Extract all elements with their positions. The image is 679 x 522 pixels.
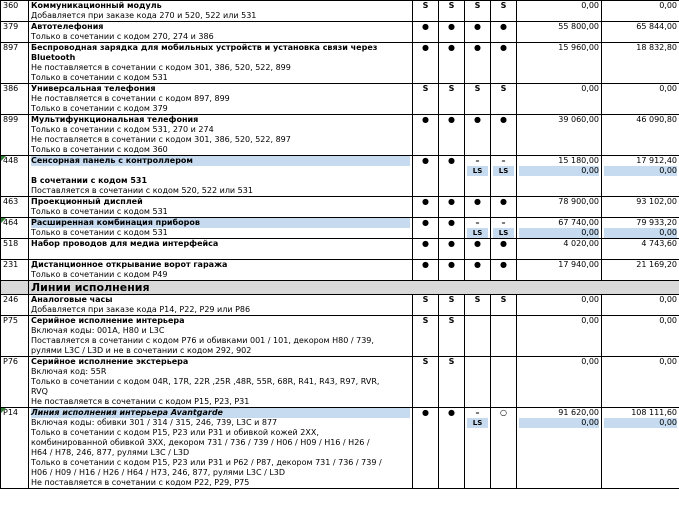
empty-mark — [467, 316, 488, 326]
option-note: RVQ — [31, 387, 48, 396]
option-code: 231 — [1, 260, 29, 281]
price-with-vat — [602, 316, 679, 357]
availability-cell — [465, 1, 491, 22]
availability-cell — [439, 84, 465, 115]
price-with-vat — [602, 156, 679, 197]
option-description — [29, 156, 413, 197]
filled-dot-icon: ● — [500, 260, 507, 269]
option-note: Только в сочетании с кодом 379 — [31, 104, 168, 113]
standard-mark: S — [500, 1, 507, 10]
price-value: 0,00 — [604, 166, 677, 176]
price-net — [517, 156, 602, 197]
price-value: 4 743,60 — [641, 239, 677, 248]
filled-dot-icon: ● — [422, 260, 429, 269]
option-note: Включая коды: обивки 301 / 314 / 315, 246, 739, L3C и 877 — [31, 418, 278, 427]
price-net — [517, 239, 602, 260]
price-with-vat — [602, 357, 679, 408]
availability-cell — [465, 357, 491, 408]
option-note: Включая коды: 001A, H80 и L3C — [31, 326, 165, 335]
price-net — [517, 22, 602, 43]
option-note: комбинированной обивкой 3XX, декором 731 / 736 / 739 / H06 / H09 / H16 / H26 / — [31, 438, 370, 447]
filled-dot-icon: ● — [474, 115, 481, 124]
option-title: Мультифункциональная телефония — [31, 115, 199, 124]
price-value: 0,00 — [604, 228, 677, 238]
option-code: 518 — [1, 239, 29, 260]
price-value: 15 180,00 — [558, 156, 599, 165]
option-title: Линия исполнения интерьера Avantgarde — [31, 408, 410, 418]
price-net — [517, 260, 602, 281]
option-code: 464 — [1, 218, 29, 239]
option-code: 899 — [1, 115, 29, 156]
price-with-vat — [602, 84, 679, 115]
option-code: 386 — [1, 84, 29, 115]
availability-cell — [491, 408, 517, 489]
availability-cell — [439, 260, 465, 281]
option-note: Не поставляется в сочетании с кодом 301, 386, 520, 522, 897 — [31, 135, 291, 144]
option-code: 448 — [1, 156, 29, 197]
option-row — [1, 295, 679, 316]
ls-mark: LS — [493, 166, 514, 176]
option-code: P14 — [1, 408, 29, 489]
availability-cell — [439, 115, 465, 156]
availability-cell — [413, 260, 439, 281]
option-note: Не поставляется в сочетании с кодом P22, P29, P75 — [31, 478, 250, 487]
dash-mark: – — [475, 156, 480, 165]
option-note: Добавляется при заказе кода 270 и 520, 522 или 531 — [31, 11, 257, 20]
price-with-vat — [602, 408, 679, 489]
availability-cell — [491, 260, 517, 281]
option-description — [29, 197, 413, 218]
option-row — [1, 260, 679, 281]
filled-dot-icon: ● — [448, 115, 455, 124]
filled-dot-icon: ● — [422, 22, 429, 31]
availability-cell — [413, 239, 439, 260]
availability-cell — [491, 197, 517, 218]
price-value: 21 169,20 — [636, 260, 677, 269]
availability-cell — [491, 156, 517, 197]
option-note — [31, 249, 410, 259]
option-code: P75 — [1, 316, 29, 357]
option-description — [29, 84, 413, 115]
availability-cell — [439, 408, 465, 489]
availability-cell — [413, 1, 439, 22]
price-value: 0,00 — [581, 357, 599, 366]
availability-cell — [491, 295, 517, 316]
price-net — [517, 1, 602, 22]
option-row — [1, 239, 679, 260]
availability-cell — [465, 43, 491, 84]
option-description — [29, 22, 413, 43]
option-code: 897 — [1, 43, 29, 84]
availability-cell — [439, 197, 465, 218]
option-note: Только в сочетании с кодом 270, 274 и 386 — [31, 32, 214, 41]
standard-mark: S — [448, 357, 455, 366]
option-title: Автотелефония — [31, 22, 104, 31]
price-value: 15 960,00 — [558, 43, 599, 52]
standard-mark: S — [500, 84, 507, 93]
standard-mark: S — [422, 295, 429, 304]
filled-dot-icon: ● — [422, 43, 429, 52]
option-note: Только в сочетании с кодом P15, P23 или P31 и обивкой кожей 2XX, — [31, 428, 319, 437]
availability-cell — [439, 316, 465, 357]
availability-cell — [465, 115, 491, 156]
availability-cell — [491, 43, 517, 84]
price-value: 0,00 — [659, 295, 677, 304]
filled-dot-icon: ● — [448, 156, 455, 165]
dash-mark: – — [501, 156, 506, 165]
availability-cell — [465, 295, 491, 316]
availability-cell — [491, 22, 517, 43]
dash-mark: – — [475, 408, 480, 417]
standard-mark: S — [448, 316, 455, 325]
option-row — [1, 156, 679, 197]
section-title: Линии исполнения — [31, 281, 150, 294]
option-note: Поставляется в сочетании с кодом P76 и обивками 001 / 101, декором H80 / 739, — [31, 336, 374, 345]
price-with-vat — [602, 22, 679, 43]
availability-cell — [439, 218, 465, 239]
availability-cell — [465, 218, 491, 239]
ls-mark: LS — [467, 228, 488, 238]
option-row — [1, 316, 679, 357]
price-with-vat — [602, 260, 679, 281]
option-row — [1, 43, 679, 84]
option-note — [31, 166, 410, 176]
filled-dot-icon: ● — [500, 22, 507, 31]
filled-dot-icon: ● — [448, 239, 455, 248]
option-title: Аналоговые часы — [31, 295, 113, 304]
standard-mark: S — [448, 84, 455, 93]
ls-mark: LS — [493, 228, 514, 238]
price-with-vat — [602, 295, 679, 316]
availability-cell — [465, 84, 491, 115]
options-table-body — [1, 1, 679, 489]
option-description — [29, 295, 413, 316]
price-value: 4 020,00 — [563, 239, 599, 248]
price-net — [517, 115, 602, 156]
option-row — [1, 1, 679, 22]
price-net — [517, 295, 602, 316]
price-with-vat — [602, 239, 679, 260]
price-value: 55 800,00 — [558, 22, 599, 31]
option-note: Только в сочетании с кодом 531 — [31, 228, 168, 237]
filled-dot-icon: ● — [448, 408, 455, 417]
standard-mark: S — [448, 295, 455, 304]
availability-cell — [439, 156, 465, 197]
option-note: Только в сочетании с кодом P15, P23 или P31 и P62 / P87, декором 731 / 736 / 739 / — [31, 458, 382, 467]
option-note: Только в сочетании с кодом 531 — [31, 207, 168, 216]
standard-mark: S — [448, 1, 455, 10]
filled-dot-icon: ● — [448, 22, 455, 31]
option-description — [29, 357, 413, 408]
price-value: 79 933,20 — [636, 218, 677, 227]
availability-cell — [413, 43, 439, 84]
option-title: Дистанционное открывание ворот гаража — [31, 260, 228, 269]
option-note: H64 / H78, 246, 877, рулями L3C / L3D — [31, 448, 190, 457]
price-net — [517, 218, 602, 239]
ls-mark: LS — [467, 166, 488, 176]
section-code-cell — [1, 281, 29, 295]
filled-dot-icon: ● — [422, 408, 429, 417]
option-code: 360 — [1, 1, 29, 22]
option-note: рулями L3C / L3D и не в сочетании с кодом 292, 902 — [31, 346, 252, 355]
availability-cell — [491, 357, 517, 408]
price-value: 91 620,00 — [558, 408, 599, 417]
filled-dot-icon: ● — [474, 43, 481, 52]
availability-cell — [439, 239, 465, 260]
filled-dot-icon: ● — [422, 156, 429, 165]
empty-mark — [493, 316, 514, 326]
availability-cell — [439, 22, 465, 43]
availability-cell — [413, 218, 439, 239]
standard-mark: S — [474, 1, 481, 10]
filled-dot-icon: ● — [448, 260, 455, 269]
empty-mark — [493, 357, 514, 367]
availability-cell — [465, 408, 491, 489]
availability-cell — [491, 84, 517, 115]
filled-dot-icon: ● — [474, 22, 481, 31]
option-note: Только в сочетании с кодом 531 — [31, 73, 168, 82]
option-title: Набор проводов для медиа интерфейса — [31, 239, 219, 248]
price-value: 78 900,00 — [558, 197, 599, 206]
option-description — [29, 239, 413, 260]
option-row — [1, 115, 679, 156]
price-value: 65 844,00 — [636, 22, 677, 31]
option-title: Расширенная комбинация приборов — [31, 218, 410, 228]
option-note: Включая код: 55R — [31, 367, 107, 376]
price-value: 0,00 — [581, 1, 599, 10]
option-note: В сочетании с кодом 531 — [31, 176, 148, 185]
price-with-vat — [602, 1, 679, 22]
filled-dot-icon: ● — [474, 239, 481, 248]
price-value: 18 832,80 — [636, 43, 677, 52]
option-row — [1, 408, 679, 489]
availability-cell — [491, 316, 517, 357]
option-note: Только в сочетании с кодом 360 — [31, 145, 168, 154]
standard-mark: S — [500, 295, 507, 304]
price-value: 17 912,40 — [636, 156, 677, 165]
availability-cell — [413, 156, 439, 197]
ls-mark: LS — [467, 418, 488, 428]
option-note: Только в сочетании с кодом 04R, 17R, 22R ,25R ,48R, 55R, 68R, R41, R43, R97, RVR, — [31, 377, 380, 386]
availability-cell — [413, 84, 439, 115]
price-value: 0,00 — [659, 84, 677, 93]
option-note: Не поставляется в сочетании с кодом 301, 386, 520, 522, 899 — [31, 63, 291, 72]
filled-dot-icon: ● — [500, 43, 507, 52]
price-value: 46 090,80 — [636, 115, 677, 124]
filled-dot-icon: ● — [500, 115, 507, 124]
filled-dot-icon: ● — [422, 218, 429, 227]
availability-cell — [413, 316, 439, 357]
hollow-circle-icon: ○ — [500, 408, 507, 417]
filled-dot-icon: ● — [500, 239, 507, 248]
price-value: 0,00 — [659, 1, 677, 10]
price-net — [517, 357, 602, 408]
option-row — [1, 197, 679, 218]
filled-dot-icon: ● — [422, 115, 429, 124]
option-code: 379 — [1, 22, 29, 43]
price-with-vat — [602, 218, 679, 239]
price-value: 0,00 — [581, 295, 599, 304]
price-value: 0,00 — [519, 418, 599, 428]
availability-cell — [491, 239, 517, 260]
price-value: 39 060,00 — [558, 115, 599, 124]
availability-cell — [413, 408, 439, 489]
availability-cell — [439, 1, 465, 22]
availability-cell — [465, 22, 491, 43]
availability-cell — [439, 43, 465, 84]
filled-dot-icon: ● — [500, 197, 507, 206]
availability-cell — [439, 357, 465, 408]
section-row — [1, 281, 679, 295]
price-value: 0,00 — [604, 418, 677, 428]
option-description — [29, 218, 413, 239]
filled-dot-icon: ● — [422, 239, 429, 248]
availability-cell — [413, 115, 439, 156]
option-description — [29, 316, 413, 357]
option-code: P76 — [1, 357, 29, 408]
price-net — [517, 316, 602, 357]
standard-mark: S — [422, 84, 429, 93]
filled-dot-icon: ● — [474, 197, 481, 206]
price-value: 93 102,00 — [636, 197, 677, 206]
availability-cell — [465, 156, 491, 197]
price-value: 0,00 — [659, 316, 677, 325]
option-row — [1, 84, 679, 115]
availability-cell — [413, 197, 439, 218]
option-note: Только в сочетании с кодом 531, 270 и 274 — [31, 125, 214, 134]
availability-cell — [465, 260, 491, 281]
availability-cell — [465, 197, 491, 218]
availability-cell — [465, 316, 491, 357]
filled-dot-icon: ● — [448, 43, 455, 52]
standard-mark: S — [422, 316, 429, 325]
filled-dot-icon: ● — [474, 260, 481, 269]
price-net — [517, 408, 602, 489]
price-value: 0,00 — [581, 316, 599, 325]
standard-mark: S — [422, 1, 429, 10]
option-note: Не поставляется в сочетании с кодом 897, 899 — [31, 94, 230, 103]
availability-cell — [413, 295, 439, 316]
price-value: 0,00 — [581, 84, 599, 93]
option-row — [1, 357, 679, 408]
option-description — [29, 1, 413, 22]
standard-mark: S — [474, 295, 481, 304]
availability-cell — [491, 115, 517, 156]
availability-cell — [413, 22, 439, 43]
option-title: Проекционный дисплей — [31, 197, 143, 206]
option-description — [29, 43, 413, 84]
dash-mark: – — [475, 218, 480, 227]
price-value: 0,00 — [659, 357, 677, 366]
dash-mark: – — [501, 218, 506, 227]
option-row — [1, 218, 679, 239]
price-with-vat — [602, 115, 679, 156]
price-value: 0,00 — [519, 166, 599, 176]
filled-dot-icon: ● — [448, 197, 455, 206]
price-net — [517, 43, 602, 84]
price-value: 0,00 — [519, 228, 599, 238]
option-title: Беспроводная зарядка для мобильных устройств и установка связи через — [31, 43, 378, 52]
option-note: Bluetooth — [31, 53, 76, 62]
option-note: Поставляется в сочетании с кодом 520, 522 или 531 — [31, 186, 253, 195]
section-title-cell — [29, 281, 679, 295]
option-description — [29, 260, 413, 281]
availability-cell — [413, 357, 439, 408]
option-description — [29, 408, 413, 489]
empty-mark — [467, 357, 488, 367]
option-note: Не поставляется в сочетании с кодом P15, P23, P31 — [31, 397, 250, 406]
option-note: Только в сочетании с кодом P49 — [31, 270, 168, 279]
option-row — [1, 22, 679, 43]
availability-cell — [465, 239, 491, 260]
option-title: Сенсорная панель с контроллером — [31, 156, 410, 166]
availability-cell — [439, 295, 465, 316]
option-title: Серийное исполнение интерьера — [31, 316, 185, 325]
price-with-vat — [602, 197, 679, 218]
price-value: 17 940,00 — [558, 260, 599, 269]
standard-mark: S — [474, 84, 481, 93]
price-value: 67 740,00 — [558, 218, 599, 227]
filled-dot-icon: ● — [422, 197, 429, 206]
option-code: 246 — [1, 295, 29, 316]
price-value: 108 111,60 — [631, 408, 677, 417]
option-title: Коммуникационный модуль — [31, 1, 162, 10]
option-note: H06 / H09 / H16 / H26 / H64 / H73, 246, 877, рулями L3C / L3D — [31, 468, 286, 477]
option-note: Добавляется при заказе кода P14, P22, P29 или P86 — [31, 305, 251, 314]
option-code: 463 — [1, 197, 29, 218]
option-description — [29, 115, 413, 156]
option-title: Универсальная телефония — [31, 84, 156, 93]
filled-dot-icon: ● — [448, 218, 455, 227]
price-net — [517, 84, 602, 115]
option-title: Серийное исполнение экстерьера — [31, 357, 189, 366]
standard-mark: S — [422, 357, 429, 366]
price-net — [517, 197, 602, 218]
availability-cell — [491, 218, 517, 239]
price-with-vat — [602, 43, 679, 84]
availability-cell — [491, 1, 517, 22]
